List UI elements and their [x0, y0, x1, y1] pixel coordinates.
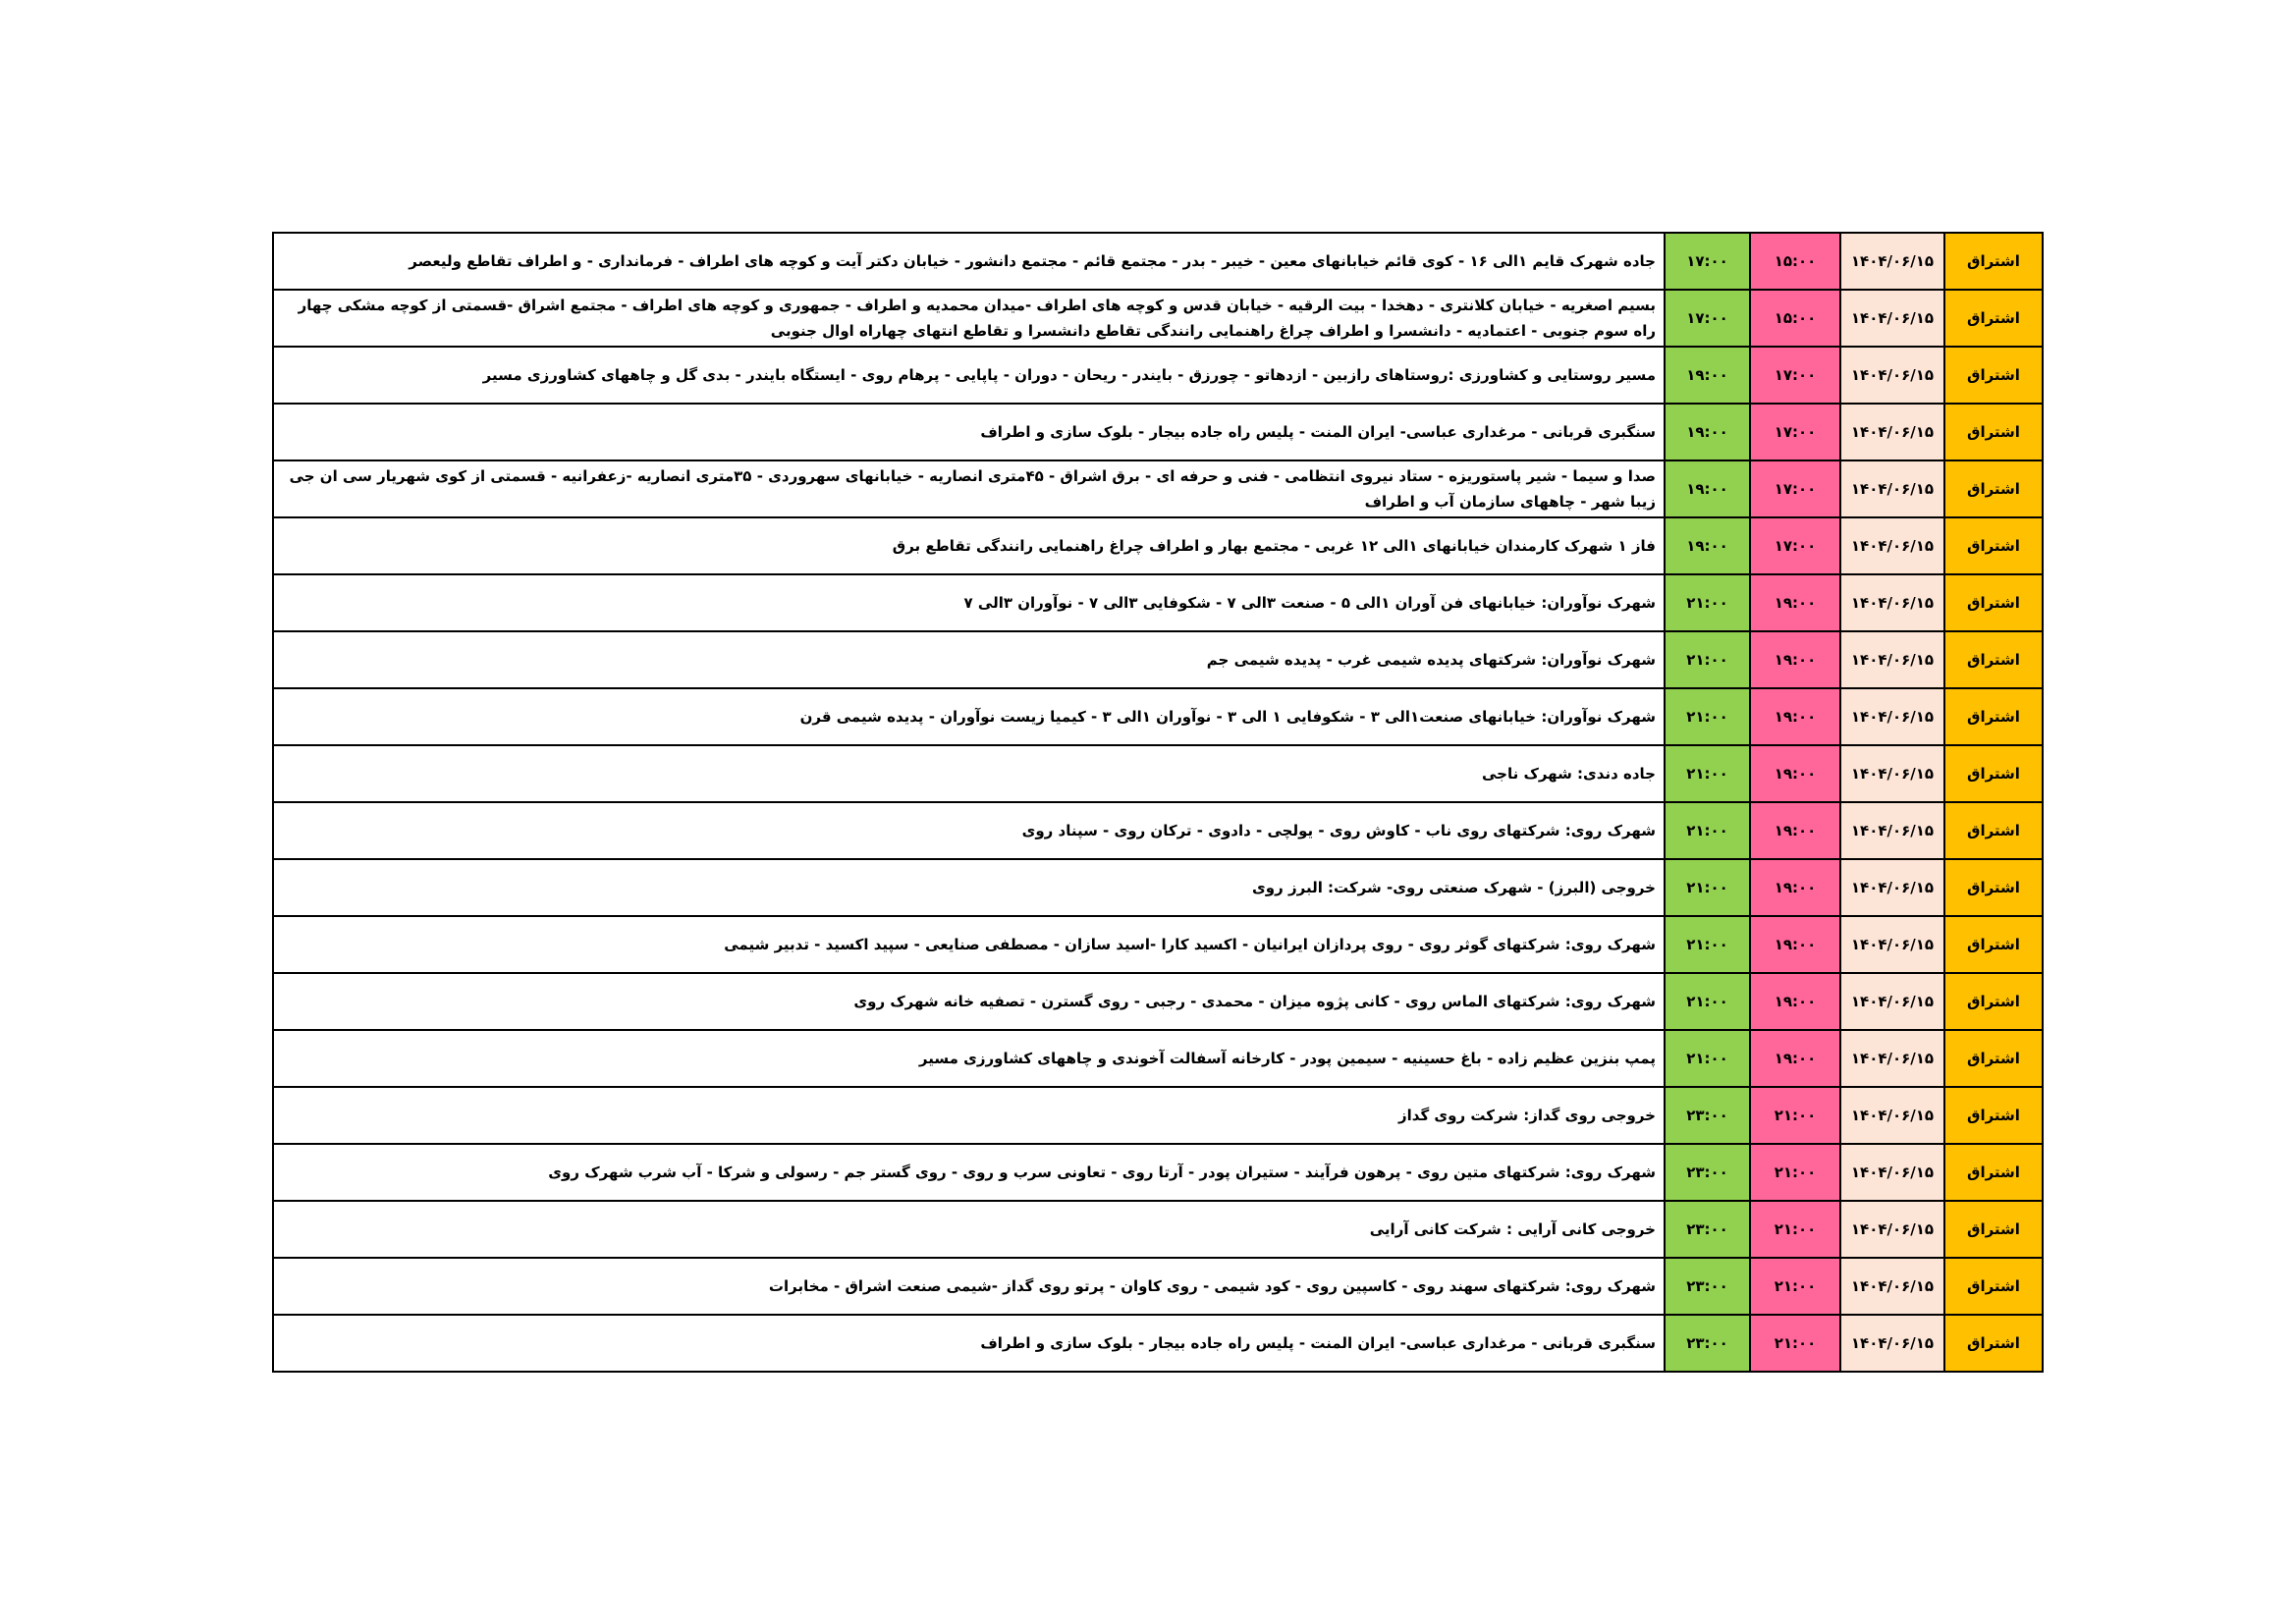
end-time-cell: ۲۱:۰۰ [1665, 973, 1750, 1030]
date-cell: ۱۴۰۴/۰۶/۱۵ [1840, 404, 1944, 460]
table-row [273, 460, 2043, 517]
date-cell: ۱۴۰۴/۰۶/۱۵ [1840, 1201, 1944, 1258]
start-time-cell: ۱۵:۰۰ [1750, 290, 1840, 347]
start-time-cell: ۱۹:۰۰ [1750, 688, 1840, 745]
city-cell: اشتراق [1944, 574, 2043, 631]
table-row [273, 290, 2043, 347]
start-time-cell: ۲۱:۰۰ [1750, 1144, 1840, 1201]
city-cell: اشتراق [1944, 631, 2043, 688]
table-row [273, 916, 2043, 973]
city-cell: اشتراق [1944, 1201, 2043, 1258]
city-cell: اشتراق [1944, 859, 2043, 916]
date-cell: ۱۴۰۴/۰۶/۱۵ [1840, 631, 1944, 688]
city-cell: اشتراق [1944, 688, 2043, 745]
date-cell: ۱۴۰۴/۰۶/۱۵ [1840, 1144, 1944, 1201]
start-time-cell: ۱۵:۰۰ [1750, 233, 1840, 290]
table-row [273, 1144, 2043, 1201]
start-time-cell: ۱۷:۰۰ [1750, 404, 1840, 460]
table-row [273, 1087, 2043, 1144]
areas-cell: مسیر روستایی و کشاورزی :روستاهای رازبین - ازدهاتو - چورزق - بایندر - ریحان - دوران - پاپایی - پرهام روی - ایستگاه بایندر - بدی گل و چاههای کشاورزی مسیر [273, 347, 1665, 404]
date-cell: ۱۴۰۴/۰۶/۱۵ [1840, 859, 1944, 916]
date-cell: ۱۴۰۴/۰۶/۱۵ [1840, 802, 1944, 859]
end-time-cell: ۲۱:۰۰ [1665, 745, 1750, 802]
date-cell: ۱۴۰۴/۰۶/۱۵ [1840, 745, 1944, 802]
areas-cell: شهرک نوآوران: خیابانهای صنعت۱الی ۳ - شکوفایی ۱ الی ۳ - نوآوران ۱الی ۳ - کیمیا زیست نوآوران - پدیده شیمی قرن [273, 688, 1665, 745]
areas-cell: شهرک نوآوران: شرکتهای پدیده شیمی غرب - پدیده شیمی جم [273, 631, 1665, 688]
start-time-cell: ۱۹:۰۰ [1750, 1030, 1840, 1087]
date-cell: ۱۴۰۴/۰۶/۱۵ [1840, 517, 1944, 574]
date-cell: ۱۴۰۴/۰۶/۱۵ [1840, 1030, 1944, 1087]
city-cell: اشتراق [1944, 916, 2043, 973]
outage-schedule-table [272, 232, 2044, 1373]
table-row [273, 1201, 2043, 1258]
areas-cell: خروجی روی گداز: شرکت روی گداز [273, 1087, 1665, 1144]
end-time-cell: ۱۹:۰۰ [1665, 404, 1750, 460]
start-time-cell: ۱۹:۰۰ [1750, 745, 1840, 802]
schedule-body [273, 233, 2043, 1372]
areas-cell: شهرک روی: شرکتهای روی ناب - کاوش روی - یولچی - دادوی - ترکان روی - سپناد روی [273, 802, 1665, 859]
date-cell: ۱۴۰۴/۰۶/۱۵ [1840, 233, 1944, 290]
table-row [273, 574, 2043, 631]
start-time-cell: ۱۹:۰۰ [1750, 859, 1840, 916]
end-time-cell: ۲۱:۰۰ [1665, 574, 1750, 631]
city-cell: اشتراق [1944, 1030, 2043, 1087]
areas-cell: فاز ۱ شهرک کارمندان خیابانهای ۱الی ۱۲ غربی - مجتمع بهار و اطراف چراغ راهنمایی رانندگی تقاطع برق [273, 517, 1665, 574]
city-cell: اشتراق [1944, 517, 2043, 574]
table-row [273, 973, 2043, 1030]
start-time-cell: ۱۹:۰۰ [1750, 574, 1840, 631]
end-time-cell: ۱۷:۰۰ [1665, 233, 1750, 290]
city-cell: اشتراق [1944, 1144, 2043, 1201]
end-time-cell: ۲۱:۰۰ [1665, 916, 1750, 973]
start-time-cell: ۱۹:۰۰ [1750, 631, 1840, 688]
table-row [273, 1315, 2043, 1372]
areas-cell: شهرک روی: شرکتهای گوثر روی - روی پردازان ایرانیان - اکسید کارا -اسید سازان - مصطفی صنایعی - سپید اکسید - تدبیر شیمی [273, 916, 1665, 973]
table-row [273, 1258, 2043, 1315]
start-time-cell: ۲۱:۰۰ [1750, 1315, 1840, 1372]
city-cell: اشتراق [1944, 1315, 2043, 1372]
start-time-cell: ۲۱:۰۰ [1750, 1087, 1840, 1144]
city-cell: اشتراق [1944, 347, 2043, 404]
city-cell: اشتراق [1944, 1258, 2043, 1315]
end-time-cell: ۲۱:۰۰ [1665, 1030, 1750, 1087]
areas-cell: سنگبری قربانی - مرغداری عباسی- ایران المنت - پلیس راه جاده بیجار - بلوک سازی و اطراف [273, 1315, 1665, 1372]
end-time-cell: ۲۱:۰۰ [1665, 802, 1750, 859]
end-time-cell: ۱۷:۰۰ [1665, 290, 1750, 347]
end-time-cell: ۲۳:۰۰ [1665, 1144, 1750, 1201]
table-row [273, 1030, 2043, 1087]
city-cell: اشتراق [1944, 973, 2043, 1030]
end-time-cell: ۱۹:۰۰ [1665, 347, 1750, 404]
areas-cell: جاده دندی: شهرک ناجی [273, 745, 1665, 802]
areas-cell: خروجی کانی آرایی : شرکت کانی آرایی [273, 1201, 1665, 1258]
city-cell: اشتراق [1944, 460, 2043, 517]
areas-cell: صدا و سیما - شیر پاستوریزه - ستاد نیروی انتظامی - فنی و حرفه ای - برق اشراق - ۴۵متری انصاریه - خیابانهای سهروردی - ۳۵متری انصاریه -زعفرانیه - قسمتی از کوی شهریار سی ان جی زیبا شهر - چاههای سازمان آب و اطراف [273, 460, 1665, 517]
end-time-cell: ۲۳:۰۰ [1665, 1315, 1750, 1372]
start-time-cell: ۱۹:۰۰ [1750, 916, 1840, 973]
areas-cell: شهرک روی: شرکتهای الماس روی - کانی پژوه میزان - محمدی - رجبی - روی گسترن - تصفیه خانه شهرک روی [273, 973, 1665, 1030]
end-time-cell: ۲۳:۰۰ [1665, 1258, 1750, 1315]
areas-cell: سنگبری قربانی - مرغداری عباسی- ایران المنت - پلیس راه جاده بیجار - بلوک سازی و اطراف [273, 404, 1665, 460]
areas-cell: شهرک روی: شرکتهای متین روی - پرهون فرآیند - ستیران پودر - آرتا روی - تعاونی سرب و روی - روی گستر جم - رسولی و شرکا - آب شرب شهرک روی [273, 1144, 1665, 1201]
table-row [273, 233, 2043, 290]
start-time-cell: ۲۱:۰۰ [1750, 1201, 1840, 1258]
table-row [273, 859, 2043, 916]
start-time-cell: ۱۹:۰۰ [1750, 802, 1840, 859]
end-time-cell: ۲۱:۰۰ [1665, 859, 1750, 916]
date-cell: ۱۴۰۴/۰۶/۱۵ [1840, 460, 1944, 517]
areas-cell: خروجی (البرز) - شهرک صنعتی روی- شرکت: البرز روی [273, 859, 1665, 916]
areas-cell: بسیم اصغریه - خیابان کلانتری - دهخدا - بیت الرقیه - خیابان قدس و کوچه های اطراف -میدان محمدیه و اطراف - جمهوری و کوچه های اطراف - مجتمع اشراق -قسمتی از کوچه مشکی چهار راه سوم جنوبی - اعتمادیه - دانشسرا و اطراف چراغ راهنمایی رانندگی تقاطع دانشسرا و تقاطع انتهای چهاراه اوال جنوبی [273, 290, 1665, 347]
start-time-cell: ۱۷:۰۰ [1750, 460, 1840, 517]
city-cell: اشتراق [1944, 802, 2043, 859]
start-time-cell: ۱۹:۰۰ [1750, 973, 1840, 1030]
date-cell: ۱۴۰۴/۰۶/۱۵ [1840, 1258, 1944, 1315]
date-cell: ۱۴۰۴/۰۶/۱۵ [1840, 347, 1944, 404]
table-row [273, 347, 2043, 404]
date-cell: ۱۴۰۴/۰۶/۱۵ [1840, 574, 1944, 631]
date-cell: ۱۴۰۴/۰۶/۱۵ [1840, 688, 1944, 745]
areas-cell: شهرک روی: شرکتهای سهند روی - کاسپین روی - کود شیمی - روی کاوان - پرتو روی گداز -شیمی صنعت اشراق - مخابرات [273, 1258, 1665, 1315]
city-cell: اشتراق [1944, 233, 2043, 290]
end-time-cell: ۱۹:۰۰ [1665, 460, 1750, 517]
date-cell: ۱۴۰۴/۰۶/۱۵ [1840, 1087, 1944, 1144]
start-time-cell: ۱۷:۰۰ [1750, 347, 1840, 404]
table-row [273, 802, 2043, 859]
areas-cell: شهرک نوآوران: خیابانهای فن آوران ۱الی ۵ - صنعت ۳الی ۷ - شکوفایی ۳الی ۷ - نوآوران ۳الی ۷ [273, 574, 1665, 631]
date-cell: ۱۴۰۴/۰۶/۱۵ [1840, 973, 1944, 1030]
date-cell: ۱۴۰۴/۰۶/۱۵ [1840, 916, 1944, 973]
date-cell: ۱۴۰۴/۰۶/۱۵ [1840, 290, 1944, 347]
table-row [273, 517, 2043, 574]
table-row [273, 631, 2043, 688]
areas-cell: جاده شهرک قایم ۱الی ۱۶ - کوی قائم خیابانهای معین - خیبر - بدر - مجتمع قائم - مجتمع دانشور - خیابان دکتر آیت و کوچه های اطراف - فرمانداری - و اطراف تقاطع ولیعصر [273, 233, 1665, 290]
start-time-cell: ۲۱:۰۰ [1750, 1258, 1840, 1315]
city-cell: اشتراق [1944, 1087, 2043, 1144]
end-time-cell: ۱۹:۰۰ [1665, 517, 1750, 574]
date-cell: ۱۴۰۴/۰۶/۱۵ [1840, 1315, 1944, 1372]
city-cell: اشتراق [1944, 404, 2043, 460]
end-time-cell: ۲۳:۰۰ [1665, 1201, 1750, 1258]
end-time-cell: ۲۱:۰۰ [1665, 688, 1750, 745]
table-row [273, 688, 2043, 745]
areas-cell: پمپ بنزین عظیم زاده - باغ حسینیه - سیمین پودر - کارخانه آسفالت آخوندی و چاههای کشاورزی مسیر [273, 1030, 1665, 1087]
city-cell: اشتراق [1944, 290, 2043, 347]
end-time-cell: ۲۱:۰۰ [1665, 631, 1750, 688]
start-time-cell: ۱۷:۰۰ [1750, 517, 1840, 574]
city-cell: اشتراق [1944, 745, 2043, 802]
table-row [273, 745, 2043, 802]
table-row [273, 404, 2043, 460]
end-time-cell: ۲۳:۰۰ [1665, 1087, 1750, 1144]
